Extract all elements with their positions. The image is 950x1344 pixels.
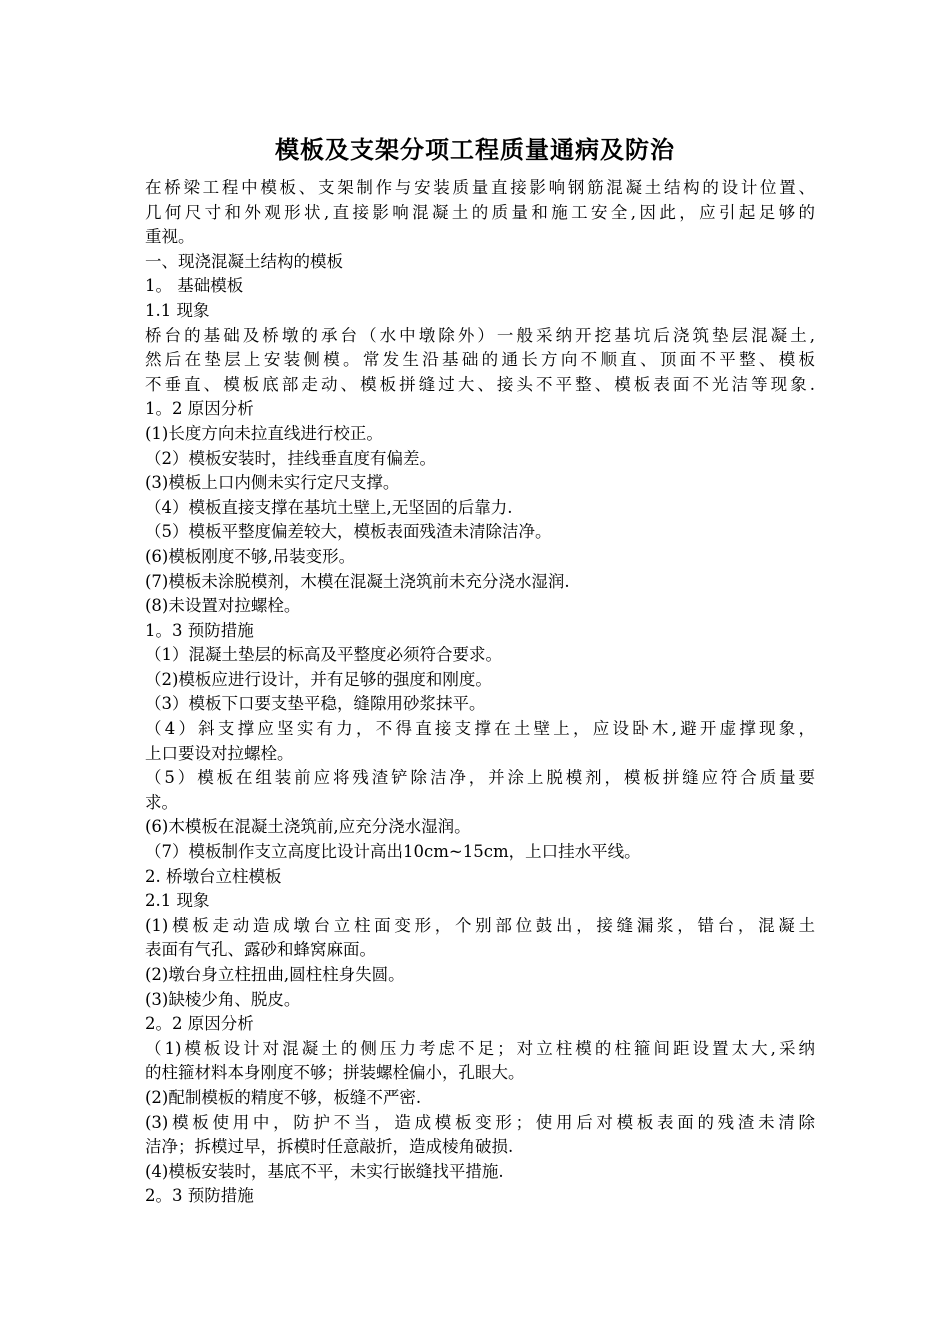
text-line: (4)模板安装时，基底不平，未实行嵌缝找平措施. — [145, 1161, 504, 1181]
text-line: 1.1 现象 — [145, 300, 210, 320]
text-line: (1)模板走动造成墩台立柱面变形，个别部位鼓出，接缝漏浆，错台，混凝土 — [145, 915, 815, 935]
text-line: （5）模板在组装前应将残渣铲除洁净，并涂上脱模剂，模板拼缝应符合质量要 — [145, 768, 815, 788]
text-line: 洁净；拆模过早，拆模时任意敲折，造成棱角破损. — [145, 1137, 514, 1157]
text-line: 重视。 — [145, 227, 195, 247]
text-line: （3）模板下口要支垫平稳，缝隙用砂浆抹平。 — [145, 694, 486, 714]
text-line: 1。2 原因分析 — [145, 399, 254, 419]
text-line: (6)木模板在混凝土浇筑前,应充分浇水湿润。 — [145, 817, 471, 837]
text-line: （4）模板直接支撑在基坑土壁上,无坚固的后靠力. — [145, 497, 513, 517]
text-line: (6)模板刚度不够,吊装变形。 — [145, 546, 356, 566]
text-line: (1)长度方向未拉直线进行校正。 — [145, 423, 383, 443]
text-line: (3)模板使用中，防护不当，造成模板变形；使用后对模板表面的残渣未清除 — [145, 1112, 815, 1132]
text-line: 1。 基础模板 — [145, 276, 244, 296]
text-line: （7）模板制作支立高度比设计高出10cm~15cm，上口挂水平线。 — [145, 842, 641, 862]
text-line: 求。 — [145, 792, 178, 812]
text-line: （4）斜支撑应坚实有力，不得直接支撑在土壁上，应设卧木,避开虚撑现象， — [145, 719, 815, 739]
text-line: （1)模板设计对混凝土的侧压力考虑不足；对立柱模的柱箍间距设置太大,采纳 — [145, 1038, 815, 1058]
text-line: 几何尺寸和外观形状,直接影响混凝土的质量和施工安全,因此，应引起足够的 — [145, 202, 815, 222]
text-line: (3)模板上口内侧未实行定尺支撑。 — [145, 473, 400, 493]
text-line: 2。2 原因分析 — [145, 1014, 254, 1034]
text-line: （2)模板应进行设计，并有足够的强度和刚度。 — [145, 669, 492, 689]
text-line: 在桥梁工程中模板、支架制作与安装质量直接影响钢筋混凝土结构的设计位置、 — [145, 178, 815, 197]
text-line: 的柱箍材料本身刚度不够；拼装螺栓偏小，孔眼大。 — [145, 1063, 525, 1083]
text-line: （1）混凝土垫层的标高及平整度必须符合要求。 — [145, 645, 502, 665]
text-line: 一、现浇混凝土结构的模板 — [145, 251, 343, 271]
text-line: (7)模板未涂脱模剂，木模在混凝土浇筑前未充分浇水湿润. — [145, 571, 570, 591]
text-line: （2）模板安装时，挂线垂直度有偏差。 — [145, 448, 436, 468]
text-line: (3)缺棱少角、脱皮。 — [145, 989, 301, 1009]
text-line: 上口要设对拉螺栓。 — [145, 743, 294, 763]
text-line: 1。3 预防措施 — [145, 620, 254, 640]
text-line: 2. 桥墩台立柱模板 — [145, 866, 282, 886]
text-line: 桥台的基础及桥墩的承台（水中墩除外）一般采纳开挖基坑后浇筑垫层混凝土, — [145, 325, 815, 345]
document-title: 模板及支架分项工程质量通病及防治 — [275, 135, 675, 164]
text-line: （5）模板平整度偏差较大，模板表面残渣未清除洁净。 — [145, 522, 552, 542]
text-line: 2.1 现象 — [145, 891, 210, 911]
text-line: (2)墩台身立柱扭曲,圆柱柱身失圆。 — [145, 965, 405, 984]
text-line: (2)配制模板的精度不够，板缝不严密. — [145, 1087, 422, 1107]
text-line: (8)未设置对拉螺栓。 — [145, 596, 301, 616]
text-line: 然后在垫层上安装侧模。常发生沿基础的通长方向不顺直、顶面不平整、模板 — [145, 350, 815, 370]
document-body — [145, 176, 815, 1209]
text-line: 表面有气孔、露砂和蜂窝麻面。 — [145, 940, 376, 960]
text-line: 不垂直、模板底部走动、模板拼缝过大、接头不平整、模板表面不光洁等现象. — [145, 374, 815, 394]
text-line: 2。3 预防措施 — [145, 1186, 254, 1206]
